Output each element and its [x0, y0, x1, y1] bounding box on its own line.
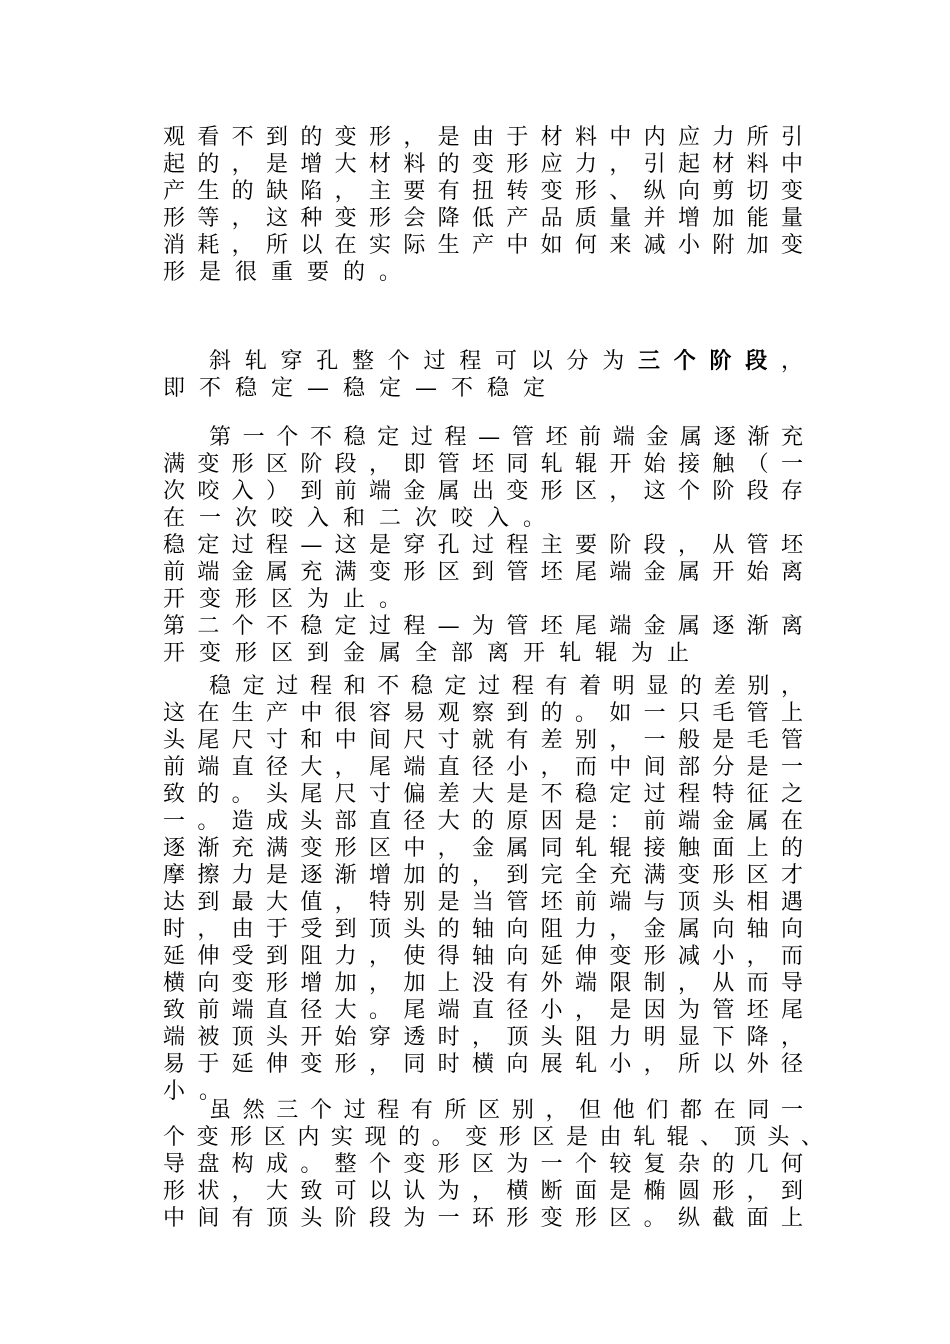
paragraph-4: [163, 673, 803, 1105]
text-line: 第二个不稳定过程—为管坯尾端金属逐渐离: [163, 614, 803, 639]
text-line: 达到最大值，特别是当管坯前端与顶头相遇: [163, 890, 803, 915]
text-line: 个变形区内实现的。变形区是由轧辊、顶头、: [163, 1125, 823, 1150]
text-line: 导盘构成。整个变形区为一个较复杂的几何: [163, 1152, 803, 1177]
stages-prefix: 斜轧穿孔整个过程可以分为: [209, 349, 638, 374]
text-line: 头尾尺寸和中间尺寸就有差别，一般是毛管: [163, 728, 803, 753]
text-line: 端被顶头开始穿透时，顶头阻力明显下降，: [163, 1025, 803, 1050]
text-line: 形状，大致可以认为，横断面是椭圆形，到: [163, 1179, 803, 1204]
text-line: 前端金属充满变形区到管坯尾端金属开始离: [163, 560, 803, 585]
text-line: 小。: [163, 1079, 236, 1104]
text-line: 满变形区阶段，即管坯同轧辊开始接触（一: [163, 452, 803, 477]
text-line: 第一个不稳定过程—管坯前端金属逐渐充: [209, 425, 803, 450]
text-line: 稳定过程和不稳定过程有着明显的差别，: [209, 674, 803, 699]
text-line: 形等，这种变形会降低产品质量并增加能量: [163, 206, 803, 231]
text-line: 易于延伸变形，同时横向展轧小，所以外径: [163, 1052, 803, 1077]
text-line: 一。造成头部直径大的原因是：前端金属在: [163, 809, 803, 834]
text-line: 在一次咬入和二次咬入。: [163, 506, 560, 531]
text-line: 产生的缺陷，主要有扭转变形、纵向剪切变: [163, 179, 803, 204]
text-line: 摩擦力是逐渐增加的，到完全充满变形区才: [163, 863, 803, 888]
text-line: 稳定过程—这是穿孔过程主要阶段，从管坯: [163, 533, 803, 558]
stages-emphasis: 三个阶段: [637, 348, 781, 374]
paragraph-3: [163, 424, 803, 667]
paragraph-5: [163, 1097, 823, 1232]
paragraph-1: [163, 124, 803, 286]
text-line: 起的，是增大材料的变形应力，引起材料中: [163, 152, 803, 177]
text-line: 致前端直径大。尾端直径小，是因为管坯尾: [163, 998, 803, 1023]
text-line: 致的。头尾尺寸偏差大是不稳定过程特征之: [163, 782, 803, 807]
text-line: 延伸受到阻力，使得轴向延伸变形减小，而: [163, 944, 803, 969]
text-line: 逐渐充满变形区中，金属同轧辊接触面上的: [163, 836, 803, 861]
text-line: 即不稳定—稳定—不稳定: [163, 376, 560, 401]
text-line: 观看不到的变形，是由于材料中内应力所引: [163, 125, 803, 150]
text-line: 开变形区到金属全部离开轧辊为止: [163, 641, 704, 666]
text-line: 虽然三个过程有所区别，但他们都在同一: [209, 1098, 803, 1123]
text-line: 横向变形增加，加上没有外端限制，从而导: [163, 971, 803, 996]
text-line: 形是很重要的。: [163, 260, 416, 285]
text-line: 这在生产中很容易观察到的。如一只毛管上: [163, 701, 803, 726]
text-line: 次咬入）到前端金属出变形区，这个阶段存: [163, 479, 803, 504]
text-line: 时，由于受到顶头的轴向阻力，金属向轴向: [163, 917, 803, 942]
text-line: 开变形区为止。: [163, 587, 416, 612]
text-line: 中间有顶头阶段为一环形变形区。纵截面上: [163, 1206, 803, 1231]
paragraph-2: [163, 348, 803, 402]
stages-suffix: ，: [780, 349, 803, 374]
text-line-stages: [163, 348, 803, 375]
text-line: 前端直径大，尾端直径小，而中间部分是一: [163, 755, 803, 780]
text-line: 消耗，所以在实际生产中如何来减小附加变: [163, 233, 803, 258]
